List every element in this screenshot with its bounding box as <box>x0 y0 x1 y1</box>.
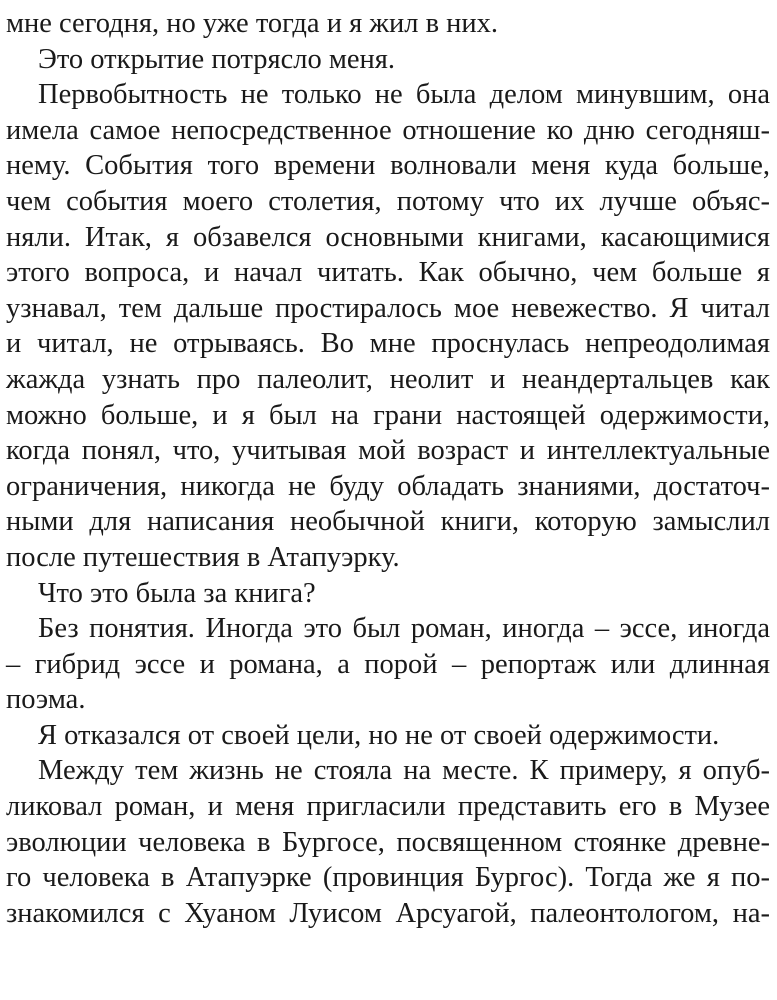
paragraph <box>6 42 770 78</box>
text-line: Я отказался от своей цели, но не от своей одержимости. <box>38 719 720 751</box>
text-line: го человека в Атапуэрке (провинция Бургос). Тогда же я по- <box>6 862 770 894</box>
text-line: этого вопроса, и начал читать. Как обычно, чем больше я <box>6 257 770 289</box>
paragraph <box>6 718 770 754</box>
text-line: узнавал, тем дальше простиралось мое невежество. Я читал <box>6 292 770 324</box>
text-line: имела самое непосредственное отношение ко дню сегодняш- <box>6 114 770 146</box>
paragraph <box>6 611 770 718</box>
text-line: Первобытность не только не была делом минувшим, она <box>38 79 770 111</box>
text-line: нему. События того времени волновали меня куда больше, <box>6 150 770 182</box>
text-line: мне сегодня, но уже тогда и я жил в них. <box>6 8 499 39</box>
text-line: – гибрид эссе и романа, а порой – репортаж или длинная <box>6 648 770 680</box>
text-line: можно больше, и я был на грани настоящей одержимости, <box>6 399 770 431</box>
text-line: жажда узнать про палеолит, неолит и неандертальцев как <box>6 363 770 395</box>
text-line: Между тем жизнь не стояла на месте. К примеру, я опуб- <box>38 755 770 787</box>
paragraph <box>6 753 770 931</box>
text-line: Это открытие потрясло меня. <box>38 43 396 75</box>
text-line: когда понял, что, учитывая мой возраст и интеллектуальные <box>6 435 770 467</box>
paragraph <box>6 77 770 575</box>
text-line: поэма. <box>6 684 86 716</box>
text-line: эволюции человека в Бургосе, посвященном стоянке древне- <box>6 826 770 858</box>
paragraph <box>6 576 770 612</box>
text-line: ликовал роман, и меня пригласили представить его в Музее <box>6 791 770 823</box>
text-line: Без понятия. Иногда это был роман, иногда – эссе, иногда <box>38 613 770 645</box>
paragraph <box>6 6 770 42</box>
book-page <box>6 6 770 931</box>
text-line: после путешествия в Атапуэрку. <box>6 541 400 573</box>
text-line: чем события моего столетия, потому что их лучше объяс- <box>6 185 770 217</box>
text-line: Что это была за книга? <box>38 577 316 609</box>
text-line: ограничения, никогда не буду обладать знаниями, достаточ- <box>6 470 770 502</box>
text-line: знакомился с Хуаном Луисом Арсуагой, палеонтологом, на- <box>6 897 770 929</box>
text-line: ными для написания необычной книги, которую замыслил <box>6 506 770 538</box>
text-line: няли. Итак, я обзавелся основными книгами, касающимися <box>6 221 770 253</box>
text-line: и читал, не отрываясь. Во мне проснулась непреодолимая <box>6 328 770 360</box>
